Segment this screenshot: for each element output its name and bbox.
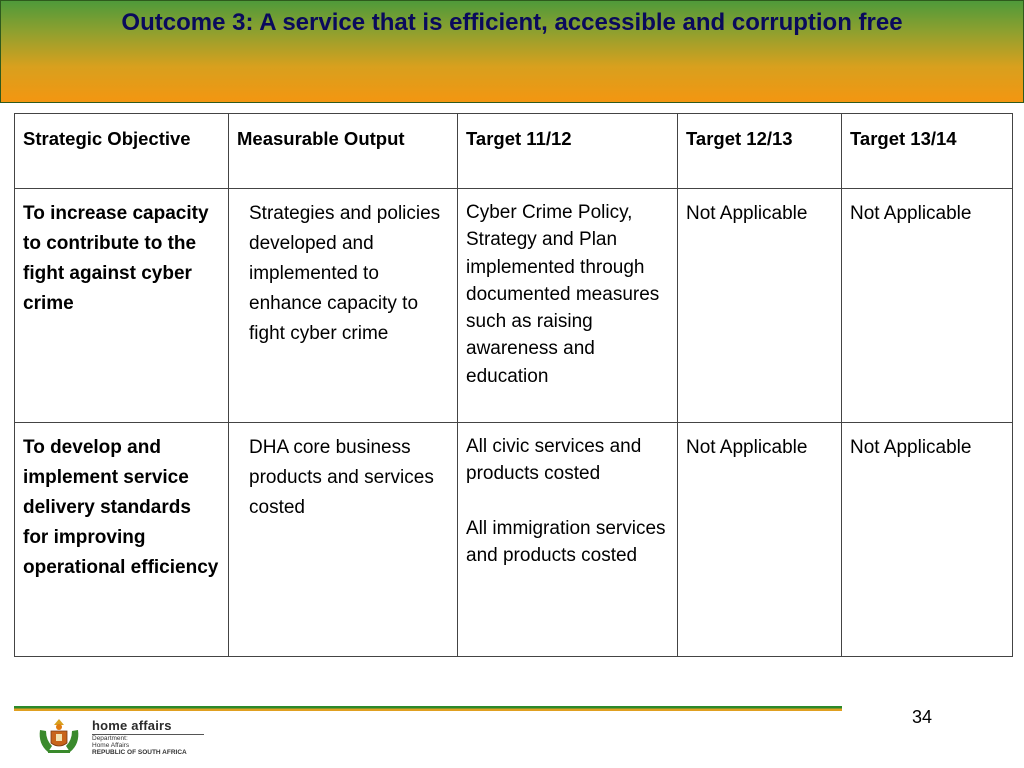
slide-header <box>0 0 1024 103</box>
target-paragraph: Cyber Crime Policy, Strategy and Plan implemented through documented measures such as raising awareness and education <box>466 202 660 387</box>
target-12-13-cell: Not Applicable <box>678 189 842 423</box>
table-header-row <box>15 114 1013 189</box>
department-logo <box>34 716 234 756</box>
header-target-13-14: Target 13/14 <box>842 114 1013 189</box>
outcome-table <box>14 113 1013 657</box>
target-11-12-cell <box>458 423 678 657</box>
header-target-11-12: Target 11/12 <box>458 114 678 189</box>
header-target-12-13: Target 12/13 <box>678 114 842 189</box>
target-12-13-cell: Not Applicable <box>678 423 842 657</box>
target-paragraph: All civic services and products costed <box>466 436 642 485</box>
logo-line-republic: REPUBLIC OF SOUTH AFRICA <box>92 749 187 756</box>
output-cell: DHA core business products and services costed <box>229 423 458 657</box>
target-13-14-cell: Not Applicable <box>842 189 1013 423</box>
logo-subtitle <box>92 735 187 756</box>
coat-of-arms-icon <box>34 716 84 756</box>
table-row <box>15 423 1013 657</box>
header-strategic-objective: Strategic Objective <box>15 114 229 189</box>
objective-cell: To develop and implement service delivery standards for improving operational efficiency <box>15 423 229 657</box>
paragraph-gap <box>466 488 669 515</box>
objective-cell: To increase capacity to contribute to the fight against cyber crime <box>15 189 229 423</box>
header-measurable-output: Measurable Output <box>229 114 458 189</box>
target-11-12-cell <box>458 189 678 423</box>
footer-rule <box>14 706 842 711</box>
logo-name: home affairs <box>92 718 172 733</box>
logo-line-department: Department: <box>92 735 128 742</box>
target-13-14-cell: Not Applicable <box>842 423 1013 657</box>
output-cell: Strategies and policies developed and implemented to enhance capacity to fight cyber crime <box>229 189 458 423</box>
slide-title: Outcome 3: A service that is efficient, accessible and corruption free <box>121 9 903 36</box>
logo-line-home-affairs: Home Affairs <box>92 742 130 749</box>
page-number: 34 <box>912 707 933 727</box>
target-paragraph: All immigration services and products costed <box>466 517 666 566</box>
table-row <box>15 189 1013 423</box>
